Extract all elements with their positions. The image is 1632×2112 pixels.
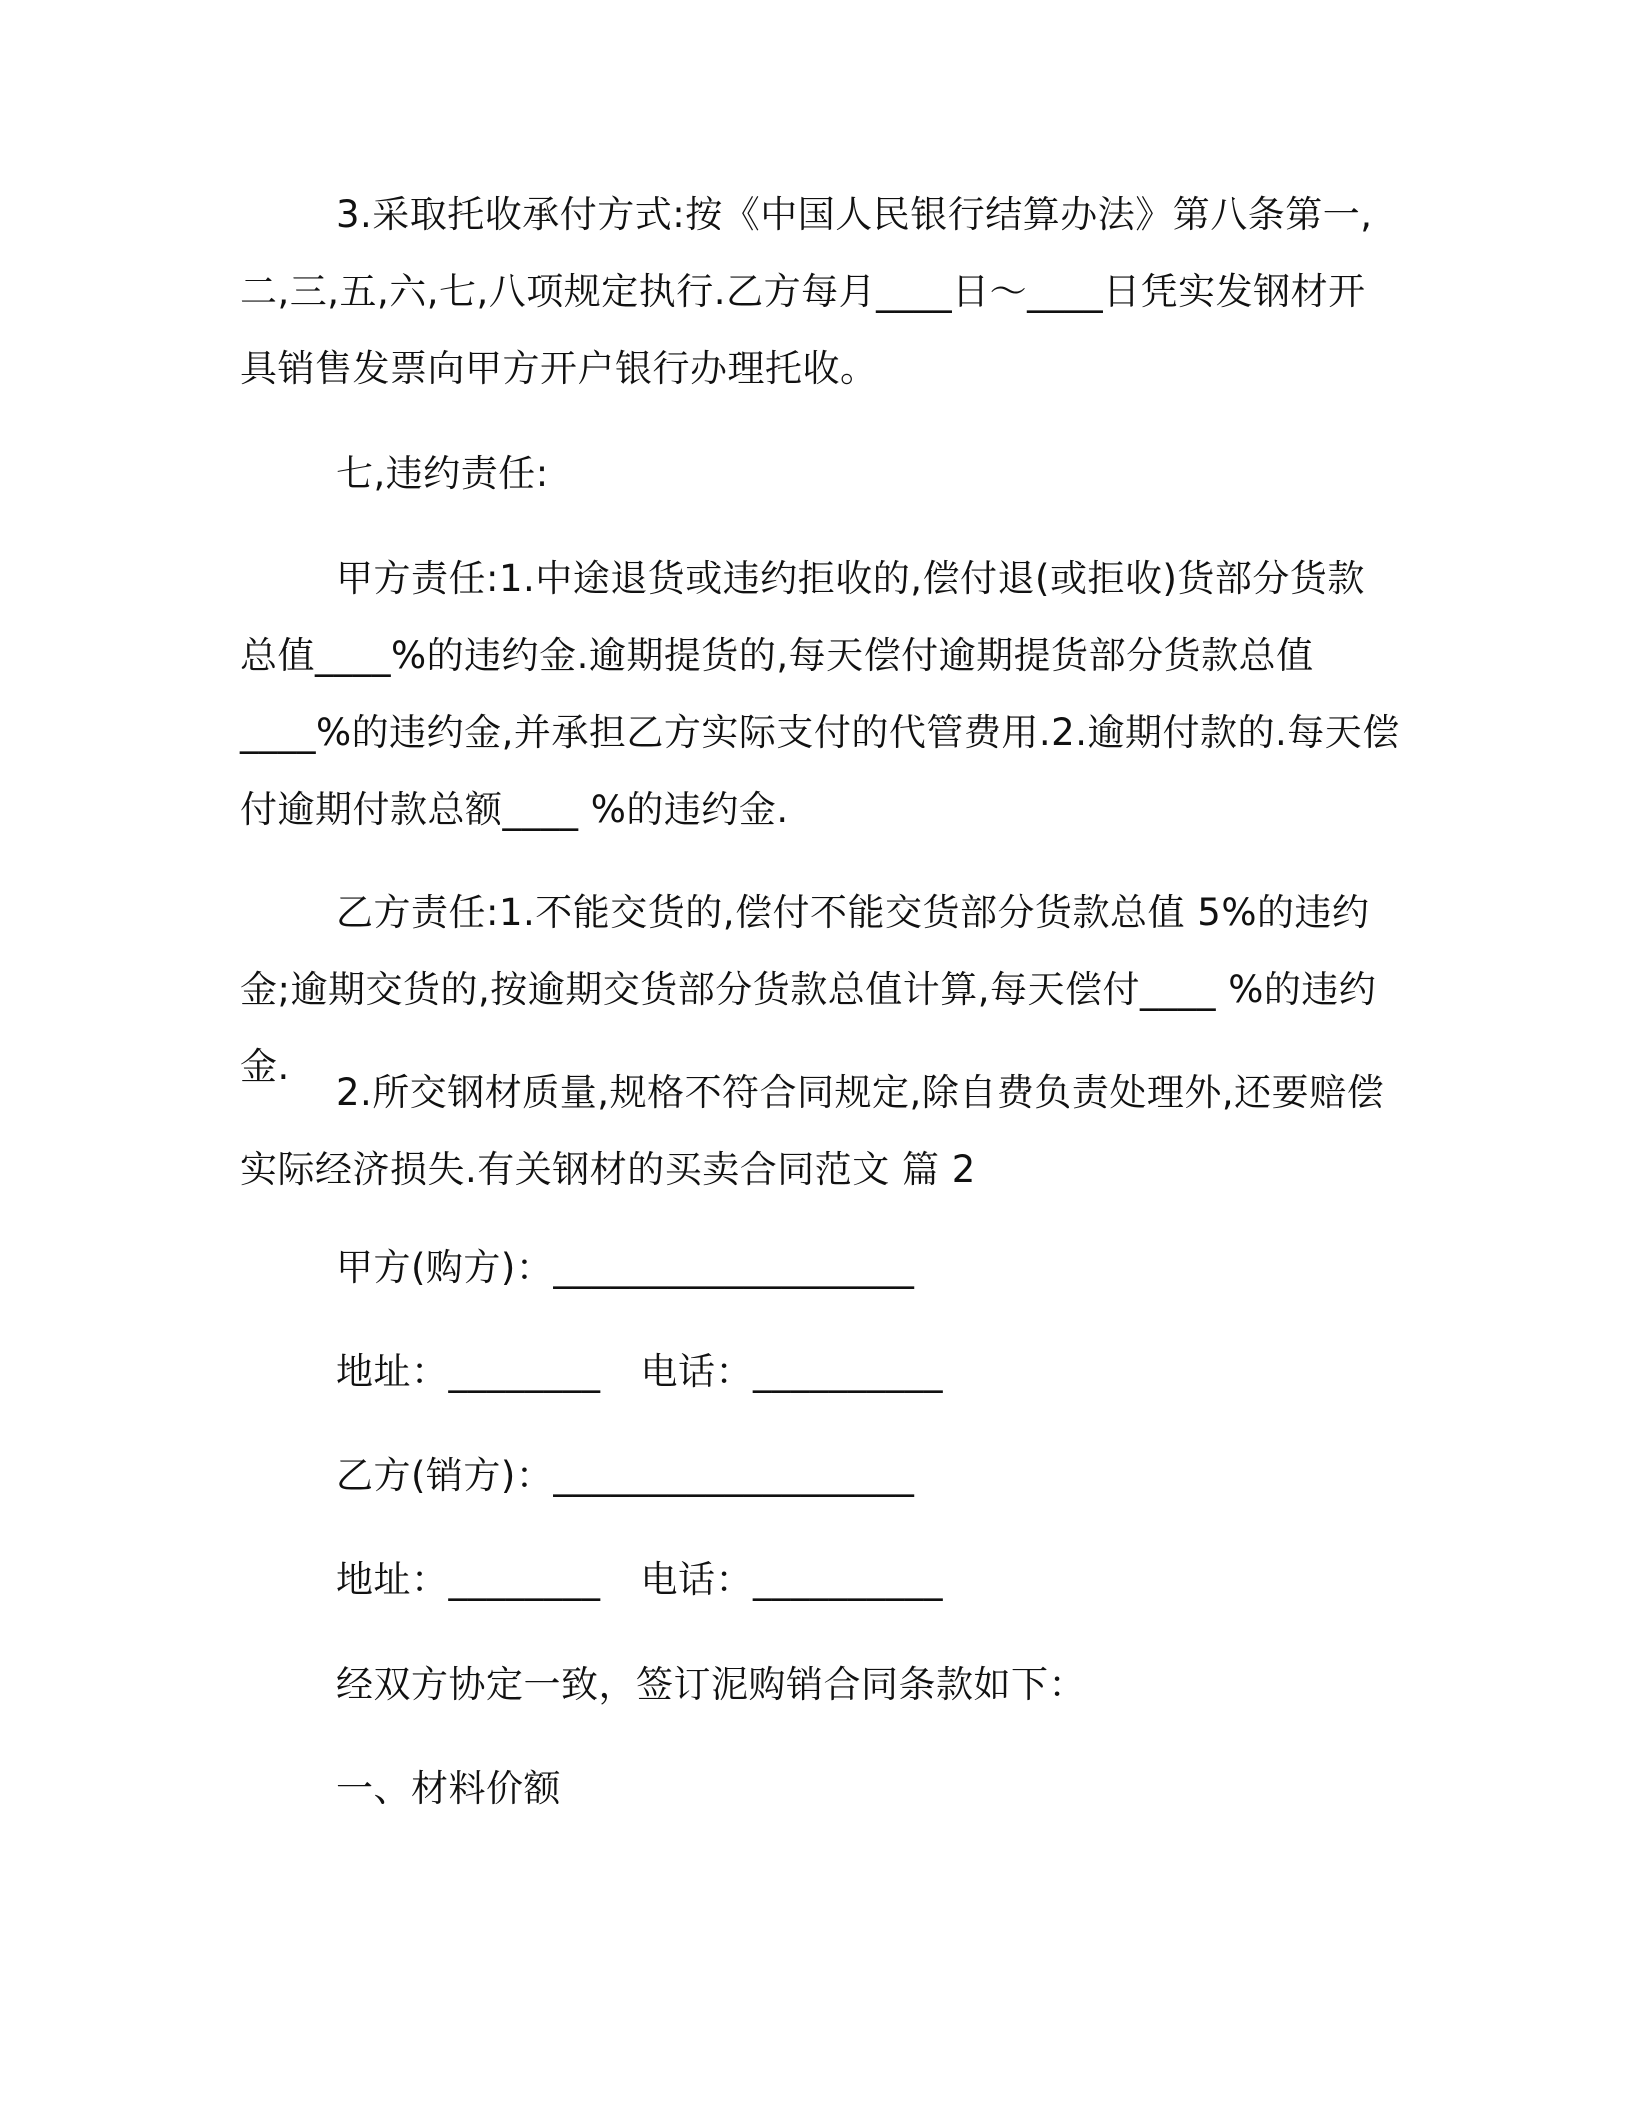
address-field: 地址：________	[336, 1558, 601, 1601]
clause-party-b-liability: 乙方责任:1.不能交货的,偿付不能交货部分货款总值 5%的违约金;逾期交货的,按逾期交货部分货款总值计算,每天偿付____ %的违约金.	[240, 891, 1377, 1088]
party-a-contact-row	[336, 1347, 943, 1397]
party-b-field: 乙方(销方)：___________________	[336, 1454, 915, 1497]
party-a-field: 甲方(购方)：___________________	[336, 1246, 915, 1289]
phone-field: 电话：__________	[640, 1558, 943, 1601]
clause-payment-collection: 3.采取托收承付方式:按《中国人民银行结算办法》第八条第一,二,三,五,六,七,八项规定执行.乙方每月____日～____日凭实发钢材开具销售发票向甲方开户银行办理托收。	[240, 193, 1373, 390]
party-b-contact-row	[336, 1555, 943, 1605]
clause-quality-compensation: 2.所交钢材质量,规格不符合同规定,除自费负责处理外,还要赔偿实际经济损失.有关钢材的买卖合同范文 篇 2	[240, 1071, 1385, 1191]
phone-field: 电话：__________	[640, 1350, 943, 1393]
clause-party-a-liability: 甲方责任:1.中途退货或违约拒收的,偿付退(或拒收)货部分货款总值____%的违约金.逾期提货的,每天偿付逾期提货部分货款总值____%的违约金,并承担乙方实际支付的代管费用.2.逾期付款的.每天偿付逾期付款总额____ %的违约金.	[240, 557, 1400, 831]
address-field: 地址：________	[336, 1350, 601, 1393]
agreement-statement: 经双方协定一致，签订泥购销合同条款如下：	[336, 1663, 1086, 1706]
section-heading-material-price: 一、材料价额	[336, 1767, 561, 1810]
section-heading-breach-liability: 七,违约责任:	[336, 452, 549, 495]
